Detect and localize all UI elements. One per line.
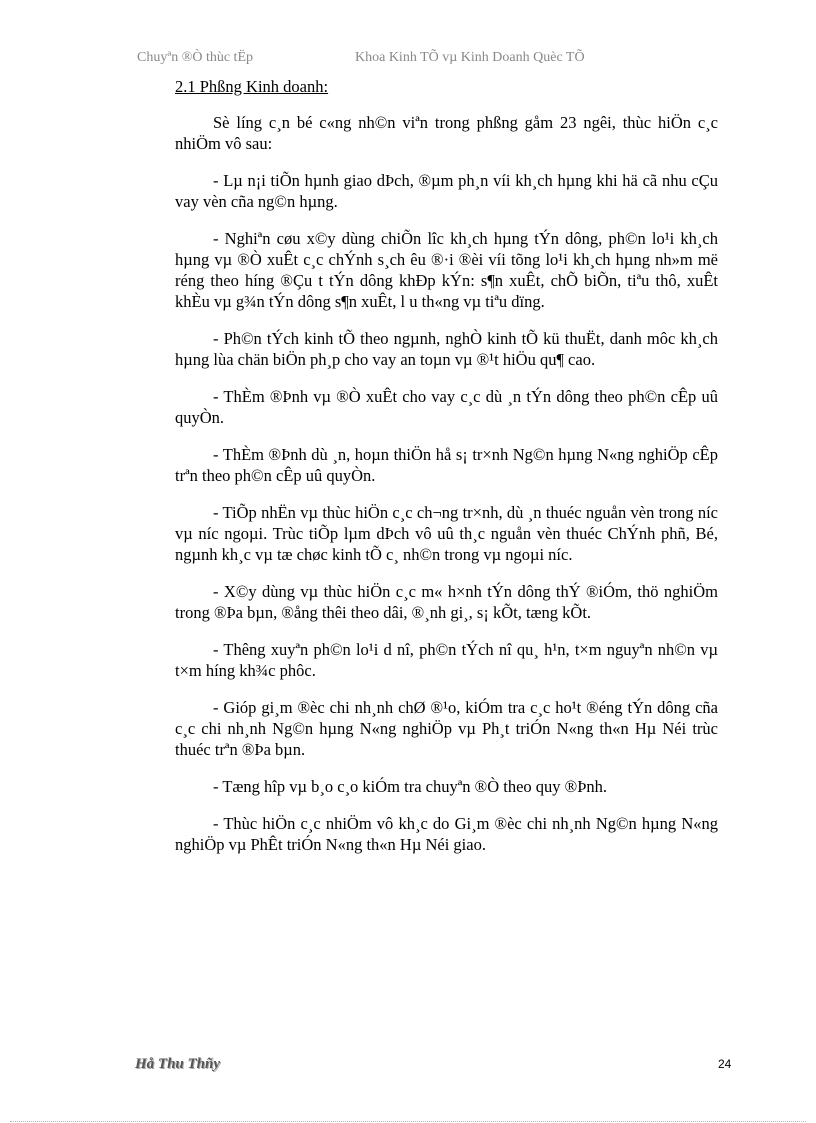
duty-paragraph: - ThÈm ®Þnh vµ ®Ò xuÊt cho vay c¸c dù ¸n tÝn dông theo ph©n cÊp uû quyÒn. <box>175 387 718 427</box>
duty-paragraph: - X©y dùng vµ thùc hiÖn c¸c m« h×nh tÝn dông thÝ ®iÓm, thö nghiÖm trong ®Þa bµn, ®ång thêi theo dâi, ®¸nh gi¸, s¡ kÕt, tæng kÕt. <box>175 582 718 622</box>
duty-paragraph: - Tæng hîp vµ b¸o c¸o kiÓm tra chuyªn ®Ò theo quy ®Þnh. <box>213 777 607 796</box>
header-left-text: Chuyªn ®Ò thùc tËp <box>137 50 253 65</box>
header-right-text: Khoa Kinh TÕ vµ Kinh Doanh Quèc TÕ <box>355 50 585 65</box>
section-title: 2.1 Phßng Kinh doanh: <box>175 77 329 96</box>
duty-paragraph: - Nghiªn cøu x©y dùng chiÕn lîc kh¸ch hµng tÝn dông, ph©n lo¹i kh¸ch hµng vµ ®Ò xuÊt c¸c chÝnh s¸ch êu ®·i ®èi víi tõng lo¹i kh¸ch hµng nh»m më réng theo híng ®Çu t tÝn dông khÐp kÝn: s¶n xuÊt, chÕ biÕn, tiªu thô, xuÊt khÈu vµ g¾n tÝn dông s¶n xuÊt, l u th«ng vµ tiªu dïng. <box>175 229 718 311</box>
duty-paragraph: - Ph©n tÝch kinh tÕ theo ngµnh, nghÒ kinh tÕ kü thuËt, danh môc kh¸ch hµng lùa chän biÖn ph¸p cho vay an toµn vµ ®¹t hiÖu qu¶ cao. <box>175 329 718 369</box>
paragraph-list <box>175 112 718 855</box>
duty-paragraph: - TiÕp nhËn vµ thùc hiÖn c¸c ch¬ng tr×nh, dù ¸n thuéc nguån vèn trong níc vµ níc ngoµi. Trùc tiÕp lµm dÞch vô uû th¸c nguån vèn thuéc ChÝnh phñ, Bé, ngµnh kh¸c vµ tæ chøc kinh tÕ c¸ nh©n trong vµ ngoµi níc. <box>175 503 718 564</box>
footer-author: Hå Thu Thñy <box>135 1056 221 1072</box>
document-body <box>175 76 718 871</box>
intro-paragraph: Sè líng c¸n bé c«ng nh©n viªn trong phßng gåm 23 ngêi, thùc hiÖn c¸c nhiÖm vô sau: <box>175 113 718 153</box>
duty-paragraph: - Lµ n¡i tiÕn hµnh giao dÞch, ®µm ph¸n víi kh¸ch hµng khi hä cã nhu cÇu vay vèn cña ng©n hµng. <box>175 171 718 211</box>
page-header <box>137 50 617 70</box>
page-number: 24 <box>718 1057 732 1071</box>
duty-paragraph: - Thùc hiÖn c¸c nhiÖm vô kh¸c do Gi¸m ®èc chi nh¸nh Ng©n hµng N«ng nghiÖp vµ PhÊt triÓn N«ng th«n Hµ Néi giao. <box>175 814 718 854</box>
duty-paragraph: - Gióp gi¸m ®èc chi nh¸nh chØ ®¹o, kiÓm tra c¸c ho¹t ®éng tÝn dông cña c¸c chi nh¸nh Ng©n hµng N«ng nghiÖp vµ Ph¸t triÓn N«ng th«n Hµ Néi trùc thuéc trªn ®Þa bµn. <box>175 698 718 759</box>
page-bottom-divider <box>10 1121 806 1122</box>
duty-paragraph: - Thêng xuyªn ph©n lo¹i d nî, ph©n tÝch nî qu¸ h¹n, t×m nguyªn nh©n vµ t×m híng kh¾c phôc. <box>175 640 718 680</box>
duty-paragraph: - ThÈm ®Þnh dù ¸n, hoµn thiÖn hå s¡ tr×nh Ng©n hµng N«ng nghiÖp cÊp trªn theo ph©n cÊp uû quyÒn. <box>175 445 718 485</box>
